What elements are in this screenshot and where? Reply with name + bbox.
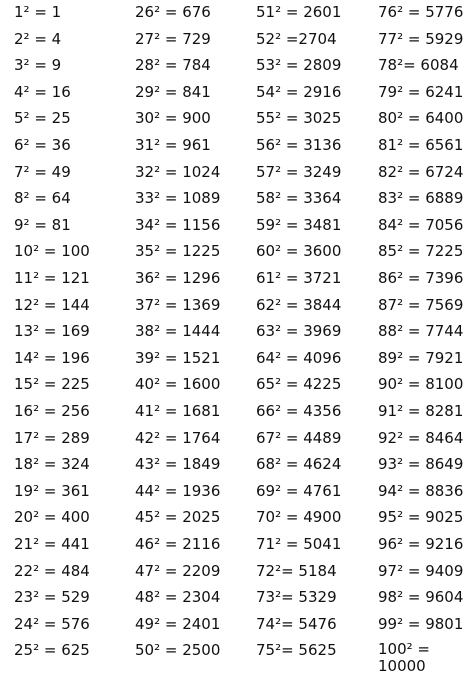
square-entry: 89² = 7921 <box>378 348 464 367</box>
square-entry: 12² = 144 <box>14 295 90 314</box>
square-entry: 39² = 1521 <box>135 348 221 367</box>
square-entry: 81² = 6561 <box>378 136 464 154</box>
square-entry: 37² = 1369 <box>135 295 221 314</box>
square-entry: 5² = 25 <box>14 109 71 128</box>
square-entry: 9² = 81 <box>14 215 71 234</box>
square-entry: 75²= 5625 <box>256 641 337 660</box>
square-entry: 41² = 1681 <box>135 402 221 420</box>
square-entry: 8² = 64 <box>14 189 71 208</box>
square-entry: 69² = 4761 <box>256 481 342 500</box>
square-entry: 64² = 4096 <box>256 348 342 367</box>
square-entry: 53² = 2809 <box>256 56 342 75</box>
square-entry: 31² = 961 <box>135 136 211 154</box>
square-entry: 83² = 6889 <box>378 189 464 208</box>
square-entry: 73²= 5329 <box>256 588 337 607</box>
square-entry: 25² = 625 <box>14 641 90 660</box>
square-entry: 67² = 4489 <box>256 428 342 447</box>
square-entry: 96² = 9216 <box>378 535 464 553</box>
square-entry: 98² = 9604 <box>378 588 464 607</box>
square-entry: 22² = 484 <box>14 561 90 580</box>
square-entry: 85² = 7225 <box>378 242 464 261</box>
square-entry: 43² = 1849 <box>135 455 221 474</box>
square-entry: 14² = 196 <box>14 348 90 367</box>
square-entry: 27² = 729 <box>135 29 211 48</box>
square-entry: 100² = 10000 <box>378 640 430 675</box>
square-entry: 45² = 2025 <box>135 508 221 527</box>
square-entry: 76² = 5776 <box>378 3 464 21</box>
square-entry: 80² = 6400 <box>378 109 464 128</box>
square-entry: 42² = 1764 <box>135 428 221 447</box>
square-entry: 2² = 4 <box>14 29 62 48</box>
square-entry: 19² = 361 <box>14 481 90 500</box>
square-entry: 32² = 1024 <box>135 162 221 181</box>
square-entry: 84² = 7056 <box>378 215 464 234</box>
square-entry: 88² = 7744 <box>378 322 464 341</box>
square-entry: 1² = 1 <box>14 3 62 21</box>
square-entry: 72²= 5184 <box>256 561 337 580</box>
square-entry: 91² = 8281 <box>378 402 464 420</box>
square-entry: 79² = 6241 <box>378 82 464 101</box>
square-entry: 21² = 441 <box>14 535 90 553</box>
square-entry: 63² = 3969 <box>256 322 342 341</box>
square-entry: 17² = 289 <box>14 428 90 447</box>
square-entry: 60² = 3600 <box>256 242 342 261</box>
square-entry: 56² = 3136 <box>256 136 342 154</box>
square-entry: 40² = 1600 <box>135 375 221 394</box>
square-entry: 34² = 1156 <box>135 215 221 234</box>
square-entry: 57² = 3249 <box>256 162 342 181</box>
square-entry: 59² = 3481 <box>256 215 342 234</box>
square-entry: 86² = 7396 <box>378 269 464 287</box>
square-entry: 93² = 8649 <box>378 455 464 474</box>
square-entry: 82² = 6724 <box>378 162 464 181</box>
square-entry: 94² = 8836 <box>378 481 464 500</box>
square-entry: 55² = 3025 <box>256 109 342 128</box>
square-entry: 66² = 4356 <box>256 402 342 420</box>
square-entry: 44² = 1936 <box>135 481 221 500</box>
square-entry: 24² = 576 <box>14 614 90 633</box>
square-entry: 71² = 5041 <box>256 535 342 553</box>
square-entry: 68² = 4624 <box>256 455 342 474</box>
square-entry: 90² = 8100 <box>378 375 464 394</box>
square-entry: 58² = 3364 <box>256 189 342 208</box>
square-entry: 15² = 225 <box>14 375 90 394</box>
square-entry: 70² = 4900 <box>256 508 342 527</box>
square-entry: 30² = 900 <box>135 109 211 128</box>
square-entry: 10² = 100 <box>14 242 90 261</box>
square-entry: 13² = 169 <box>14 322 90 341</box>
square-entry: 61² = 3721 <box>256 269 342 287</box>
square-entry: 87² = 7569 <box>378 295 464 314</box>
square-entry: 29² = 841 <box>135 82 211 101</box>
square-entry: 54² = 2916 <box>256 82 342 101</box>
square-entry: 51² = 2601 <box>256 3 342 21</box>
square-entry: 77² = 5929 <box>378 29 464 48</box>
square-entry: 38² = 1444 <box>135 322 221 341</box>
square-entry: 74²= 5476 <box>256 614 337 633</box>
square-entry: 47² = 2209 <box>135 561 221 580</box>
square-entry: 7² = 49 <box>14 162 71 181</box>
square-entry: 4² = 16 <box>14 82 71 101</box>
square-entry: 3² = 9 <box>14 56 62 75</box>
square-entry: 92² = 8464 <box>378 428 464 447</box>
square-entry: 78²= 6084 <box>378 56 459 75</box>
square-entry: 18² = 324 <box>14 455 90 474</box>
square-entry: 26² = 676 <box>135 3 211 21</box>
square-entry: 65² = 4225 <box>256 375 342 394</box>
square-entry: 28² = 784 <box>135 56 211 75</box>
square-entry: 49² = 2401 <box>135 614 221 633</box>
square-entry: 50² = 2500 <box>135 641 221 660</box>
square-entry: 23² = 529 <box>14 588 90 607</box>
square-entry: 6² = 36 <box>14 136 71 154</box>
square-entry: 35² = 1225 <box>135 242 221 261</box>
square-entry: 36² = 1296 <box>135 269 221 287</box>
square-entry: 99² = 9801 <box>378 614 464 633</box>
square-entry: 62² = 3844 <box>256 295 342 314</box>
square-entry: 20² = 400 <box>14 508 90 527</box>
square-entry: 16² = 256 <box>14 402 90 420</box>
square-entry: 52² =2704 <box>256 29 337 48</box>
square-entry: 95² = 9025 <box>378 508 464 527</box>
square-entry: 11² = 121 <box>14 269 90 287</box>
square-entry: 33² = 1089 <box>135 189 221 208</box>
square-entry: 48² = 2304 <box>135 588 221 607</box>
square-entry: 97² = 9409 <box>378 561 464 580</box>
square-entry: 46² = 2116 <box>135 535 221 553</box>
